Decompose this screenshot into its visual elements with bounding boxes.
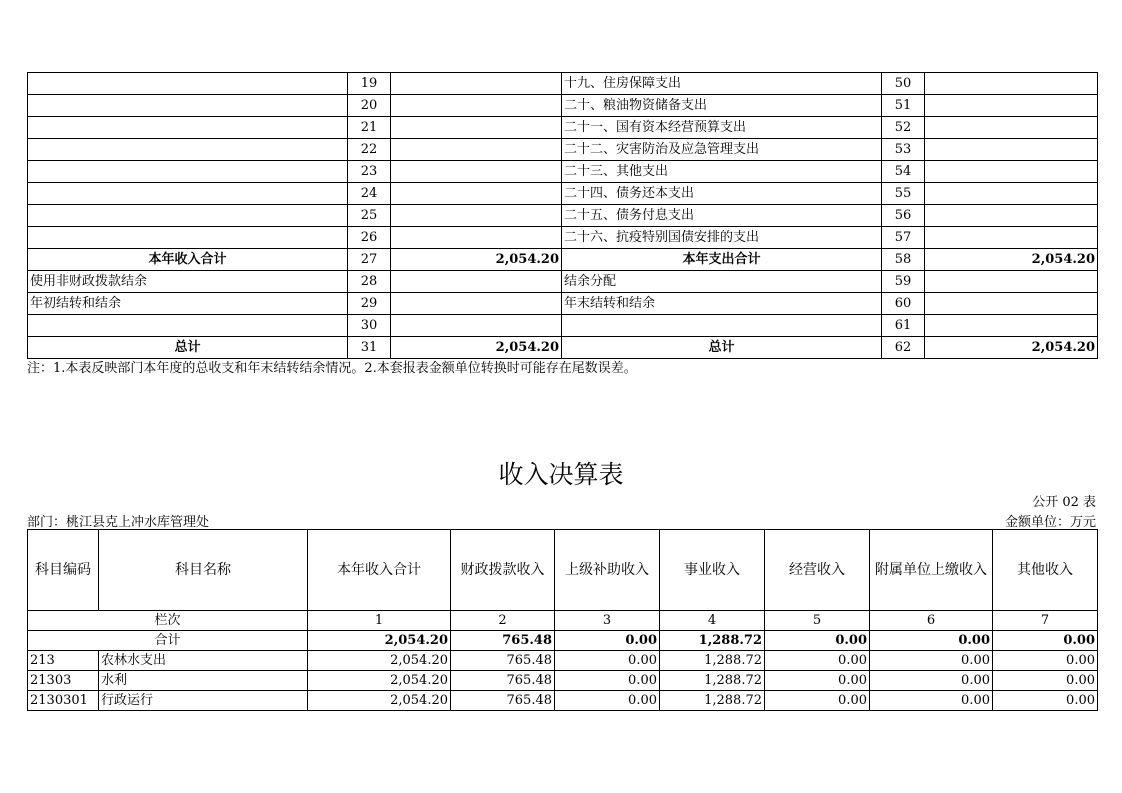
column-number: 3 (555, 611, 660, 631)
row-item-left (28, 95, 348, 117)
table-row (28, 161, 1098, 183)
row-number-left: 26 (348, 227, 391, 249)
table-row (28, 227, 1098, 249)
amount-cell: 1,288.72 (660, 671, 765, 691)
row-item-right: 总计 (562, 337, 882, 359)
column-number: 2 (451, 611, 555, 631)
row-item-right: 二十一、国有资本经营预算支出 (562, 117, 882, 139)
amount-cell: 0.00 (870, 651, 993, 671)
row-number-left: 23 (348, 161, 391, 183)
row-number-right: 62 (882, 337, 925, 359)
row-amount-right: 2,054.20 (925, 249, 1098, 271)
amount-cell: 765.48 (451, 691, 555, 711)
row-number-left: 30 (348, 315, 391, 337)
row-amount-right (925, 183, 1098, 205)
subject-code: 213 (28, 651, 99, 671)
row-amount-left (391, 73, 562, 95)
table-note: 注：1.本表反映部门本年度的总收支和年末结转结余情况。2.本套报表金额单位转换时可能存在尾数误差。 (27, 361, 637, 376)
amount-cell: 2,054.20 (308, 671, 451, 691)
column-label: 栏次 (28, 611, 308, 631)
total-value: 0.00 (993, 631, 1098, 651)
row-number-right: 57 (882, 227, 925, 249)
header-operating: 经营收入 (765, 530, 870, 611)
amount-cell: 0.00 (993, 671, 1098, 691)
row-item-right: 二十四、债务还本支出 (562, 183, 882, 205)
table-row (28, 205, 1098, 227)
row-amount-left: 2,054.20 (391, 249, 562, 271)
row-number-right: 50 (882, 73, 925, 95)
table-row (28, 271, 1098, 293)
balance-table (27, 72, 1098, 359)
row-item-left (28, 205, 348, 227)
column-number: 1 (308, 611, 451, 631)
row-item-right: 二十六、抗疫特别国债安排的支出 (562, 227, 882, 249)
header-name: 科目名称 (99, 530, 308, 611)
total-value: 1,288.72 (660, 631, 765, 651)
row-item-left: 本年收入合计 (28, 249, 348, 271)
amount-cell: 0.00 (555, 671, 660, 691)
amount-cell: 0.00 (765, 691, 870, 711)
amount-cell: 0.00 (993, 691, 1098, 711)
row-item-right: 年末结转和结余 (562, 293, 882, 315)
subject-name: 行政运行 (99, 691, 308, 711)
table-row (28, 73, 1098, 95)
amount-cell: 765.48 (451, 651, 555, 671)
row-number-right: 54 (882, 161, 925, 183)
row-amount-right: 2,054.20 (925, 337, 1098, 359)
row-amount-left (391, 95, 562, 117)
row-amount-left: 2,054.20 (391, 337, 562, 359)
row-number-left: 19 (348, 73, 391, 95)
total-row (28, 631, 1098, 651)
unit-label: 金额单位：万元 (1004, 515, 1096, 530)
total-value: 2,054.20 (308, 631, 451, 651)
amount-cell: 0.00 (555, 691, 660, 711)
column-number: 5 (765, 611, 870, 631)
header-fiscal: 财政拨款收入 (451, 530, 555, 611)
row-number-left: 27 (348, 249, 391, 271)
subject-name: 农林水支出 (99, 651, 308, 671)
row-item-right (562, 315, 882, 337)
table-row (28, 117, 1098, 139)
row-number-right: 59 (882, 271, 925, 293)
row-item-left (28, 161, 348, 183)
row-item-right: 二十、粮油物资储备支出 (562, 95, 882, 117)
row-amount-left (391, 117, 562, 139)
row-number-left: 25 (348, 205, 391, 227)
subject-code: 21303 (28, 671, 99, 691)
column-number: 6 (870, 611, 993, 631)
total-value: 765.48 (451, 631, 555, 651)
row-item-left: 年初结转和结余 (28, 293, 348, 315)
total-label: 合计 (28, 631, 308, 651)
row-number-left: 20 (348, 95, 391, 117)
total-value: 0.00 (765, 631, 870, 651)
income-header-row (28, 530, 1098, 611)
subject-code: 2130301 (28, 691, 99, 711)
header-subsidy: 上级补助收入 (555, 530, 660, 611)
row-amount-left (391, 271, 562, 293)
row-item-right: 结余分配 (562, 271, 882, 293)
row-item-left: 总计 (28, 337, 348, 359)
amount-cell: 765.48 (451, 671, 555, 691)
row-amount-left (391, 139, 562, 161)
amount-cell: 0.00 (993, 651, 1098, 671)
row-item-left (28, 315, 348, 337)
table-row (28, 139, 1098, 161)
row-amount-left (391, 293, 562, 315)
row-amount-right (925, 117, 1098, 139)
amount-cell: 1,288.72 (660, 651, 765, 671)
row-amount-right (925, 293, 1098, 315)
header-total: 本年收入合计 (308, 530, 451, 611)
row-item-right: 二十三、其他支出 (562, 161, 882, 183)
row-number-left: 24 (348, 183, 391, 205)
column-number: 7 (993, 611, 1098, 631)
page-title: 收入决算表 (498, 460, 624, 489)
income-table (27, 529, 1098, 711)
row-amount-right (925, 205, 1098, 227)
row-amount-right (925, 227, 1098, 249)
subject-name: 水利 (99, 671, 308, 691)
row-item-left (28, 73, 348, 95)
row-item-right: 十九、住房保障支出 (562, 73, 882, 95)
amount-cell: 2,054.20 (308, 651, 451, 671)
amount-cell: 1,288.72 (660, 691, 765, 711)
amount-cell: 0.00 (765, 671, 870, 691)
amount-cell: 2,054.20 (308, 691, 451, 711)
row-item-right: 二十五、债务付息支出 (562, 205, 882, 227)
row-amount-left (391, 205, 562, 227)
department-label: 部门：桃江县克上冲水库管理处 (27, 515, 210, 530)
row-amount-left (391, 183, 562, 205)
row-number-left: 22 (348, 139, 391, 161)
row-number-right: 53 (882, 139, 925, 161)
row-amount-right (925, 271, 1098, 293)
table-row (28, 337, 1098, 359)
amount-cell: 0.00 (765, 651, 870, 671)
amount-cell: 0.00 (555, 651, 660, 671)
header-code: 科目编码 (28, 530, 99, 611)
row-number-right: 51 (882, 95, 925, 117)
row-item-left (28, 227, 348, 249)
amount-cell: 0.00 (870, 671, 993, 691)
row-amount-right (925, 161, 1098, 183)
row-item-left (28, 183, 348, 205)
row-item-left: 使用非财政拨款结余 (28, 271, 348, 293)
row-amount-left (391, 227, 562, 249)
table-row (28, 671, 1098, 691)
row-number-right: 58 (882, 249, 925, 271)
table-row (28, 183, 1098, 205)
table-number: 公开 02 表 (1032, 495, 1096, 510)
table-row (28, 691, 1098, 711)
header-business: 事业收入 (660, 530, 765, 611)
table-row (28, 293, 1098, 315)
row-item-right: 本年支出合计 (562, 249, 882, 271)
table-row (28, 651, 1098, 671)
table-row (28, 95, 1098, 117)
row-number-right: 52 (882, 117, 925, 139)
row-number-left: 31 (348, 337, 391, 359)
row-amount-left (391, 315, 562, 337)
row-amount-right (925, 315, 1098, 337)
row-amount-right (925, 95, 1098, 117)
header-affiliate: 附属单位上缴收入 (870, 530, 993, 611)
table-row (28, 315, 1098, 337)
row-number-right: 61 (882, 315, 925, 337)
row-number-left: 21 (348, 117, 391, 139)
column-number: 4 (660, 611, 765, 631)
row-item-right: 二十二、灾害防治及应急管理支出 (562, 139, 882, 161)
row-number-left: 29 (348, 293, 391, 315)
row-item-left (28, 117, 348, 139)
row-number-right: 55 (882, 183, 925, 205)
row-number-left: 28 (348, 271, 391, 293)
amount-cell: 0.00 (870, 691, 993, 711)
row-amount-right (925, 139, 1098, 161)
row-item-left (28, 139, 348, 161)
header-other: 其他收入 (993, 530, 1098, 611)
row-amount-left (391, 161, 562, 183)
row-number-right: 56 (882, 205, 925, 227)
total-value: 0.00 (870, 631, 993, 651)
total-value: 0.00 (555, 631, 660, 651)
row-amount-right (925, 73, 1098, 95)
table-row (28, 249, 1098, 271)
row-number-right: 60 (882, 293, 925, 315)
column-number-row (28, 611, 1098, 631)
